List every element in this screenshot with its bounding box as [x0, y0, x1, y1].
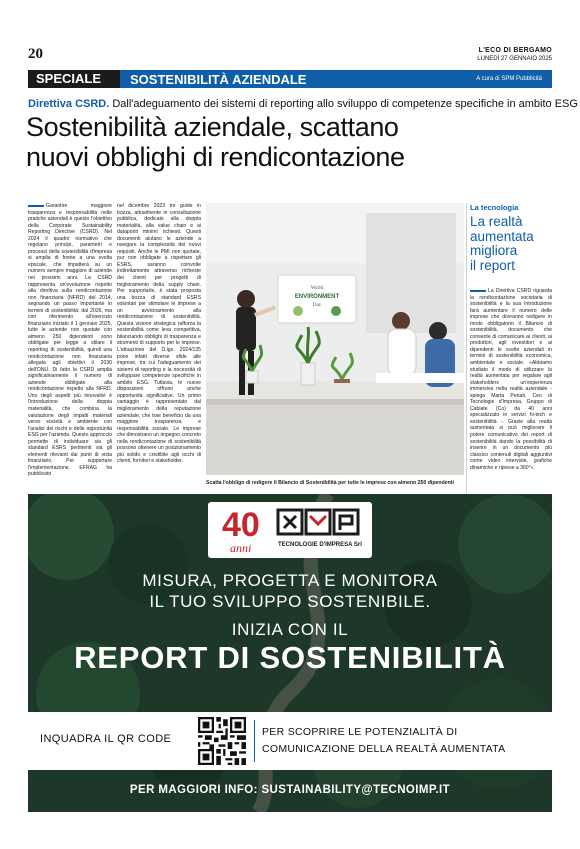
sidebar-title-line-1: La realtà — [470, 214, 523, 229]
page-number: 20 — [28, 46, 43, 62]
column-1-text: Garantire maggiore trasparenza e responsabilità nelle pratiche aziendali è questo l'obiettivo della Corporate Sustainability Reporting Directive (CSRD). Nel 2024 il quadro normativo che regolano principi, parametri e processi della sostenibilità d'impresa si amplia di fronte a una svolta epocale, che impatterà su un numero sempre maggiore di aziende nei prossimi anni. La CSRD rappresenta un'evoluzione rispetto alla direttiva sulla rendicontazione non finanziaria (NFRD) del 2014, segnando un passo importante in termini di sostenibilità: dal 2026, ma con riferimento all'esercizio finanziario iniziato il 1 gennaio 2025, tutte le aziende non quotate con almeno 250 dipendenti sono obbligate per legge a stilare il reporting di sostenibilità, quindi una rendicontazione non finanziaria allegata agli obiettivi il 2030 dell'ONU. Di fatto la CSRD amplia significativamente il numero di aziende obbligate alla rendicontazione rispetto alla NFRD. Uno degli aspetti più innovativi è l'introduzione della doppia materialità, che combina la valutazione degli impatti materiali verso società e ambiente con l'analisi dei rischi e delle opportunità ESG per l'azienda. Questo approccio permette di individuare sia gli standard ESRS pertinenti sia gli elementi rilevanti dai punti di vista finanziario. Per supportare l'implementazione, EFRAG ha pubblicato — [28, 203, 112, 478]
company-logo — [208, 502, 372, 558]
ad-contact-info[interactable]: PER MAGGIORI INFO: SUSTAINABILITY@TECNOIMP.IT — [129, 784, 451, 796]
board-text-1: World — [310, 286, 324, 291]
article-kicker — [28, 98, 578, 110]
newspaper-name: L'ECO DI BERGAMO — [478, 47, 552, 54]
band-line-1: PER SCOPRIRE LE POTENZIALITÀ DI — [262, 726, 458, 738]
issue-date: LUNEDÌ 27 GENNAIO 2025 — [477, 56, 552, 62]
qr-code[interactable] — [198, 717, 246, 765]
section-title: SOSTENIBILITÀ AZIENDALE — [130, 71, 307, 87]
article-column-2 — [117, 203, 201, 493]
banner-label: SPECIALE — [28, 70, 120, 88]
sidebar-body-text: La Direttiva CSRD riguarda la rendicontazione societaria di sostenibilità e la sua introduzione farà aumentare il numero delle imprese che dovranno redigere in modo obbligatorio il Bilancio di sostenibilità, documento che consente di comunicare ai clienti, ai produttori, agli investitori e ai dipendenti le scelte aziendali in termini di sostenibilità economica, ambientale e sociale. «Abbiamo studiato il modo di utilizzare la realtà aumentata per regalare agli stakeholders un'esperienza immersiva nella realtà aziendale - spiega Marta Penati, Ceo di Tecnologie d'Impresa, Gruppo di Cabiate (Co) da 40 anni specializzato in servizi hi-tech e sostenibilità -. Grazie alla realtà aumentata si può migliorare il potere comunicativo dei report di sostenibilità dando la possibilità di inserire in un documento più classico contenuti digitali aggiuntivi come video interviste, grafiche dinamiche e riprese a 360°». — [470, 288, 552, 471]
qr-label: INQUADRA IL QR CODE — [40, 733, 172, 745]
column-divider — [466, 203, 467, 493]
logo-number: 40 — [222, 506, 260, 544]
board-text-3: Day — [312, 303, 322, 308]
office-presentation-illustration — [206, 203, 464, 475]
board-text-2: ENVIRONMENT — [294, 294, 340, 300]
logo-script: anni — [230, 541, 252, 555]
kicker-text: Dall'adeguamento dei sistemi di reporting allo sviluppo di competenze specifiche in ambito ESG — [112, 98, 578, 110]
lead-dash — [28, 205, 44, 207]
article-photo — [206, 203, 464, 475]
band-line-2: COMUNICAZIONE DELLA REALTÀ AUMENTATA — [262, 743, 506, 755]
banner-section — [120, 70, 552, 88]
kicker-bold: Direttiva CSRD. — [28, 98, 110, 110]
page-header — [28, 46, 552, 68]
headline-line-2: nuovi obblighi di rendicontazione — [26, 142, 405, 172]
masthead — [477, 47, 552, 63]
advertisement — [28, 494, 552, 812]
sidebar-title — [470, 215, 552, 273]
anniversary-logo — [208, 502, 372, 558]
section-banner — [28, 70, 552, 88]
logo-tagline: TECNOLOGIE D'IMPRESA Srl — [278, 542, 362, 548]
ad-line-4: REPORT DI SOSTENIBILITÀ — [74, 640, 506, 675]
qr-band — [28, 712, 552, 770]
ad-line-1: MISURA, PROGETTA E MONITORA — [142, 571, 438, 590]
sidebar-title-line-2: aumentata — [470, 228, 534, 244]
ad-line-2: IL TUO SVILUPPO SOSTENIBILE. — [149, 592, 431, 611]
article-column-1 — [28, 203, 112, 493]
ad-line-3: INIZIA CON IL — [231, 620, 349, 639]
article-headline — [26, 112, 554, 172]
sidebar-body — [470, 288, 552, 493]
photo-caption: Scatta l'obbligo di redigere il Bilancio di Sostenibilità per tutte le imprese con almeno 250 dipendenti — [206, 480, 454, 486]
ad-headline — [28, 570, 552, 612]
headline-line-1: Sostenibilità aziendale, scattano — [26, 112, 399, 142]
sidebar-dash — [470, 290, 486, 292]
sidebar-tag: La tecnologia — [470, 203, 519, 212]
sidebar-title-line-4: il report — [470, 257, 516, 273]
sidebar-title-line-3: migliora — [470, 243, 518, 258]
band-text — [262, 724, 505, 758]
band-divider — [254, 720, 255, 762]
banner-credit: A cura di SPM Pubblicità — [476, 76, 542, 82]
column-2-text: nel dicembre 2023 tre guide in bozza, attualmente in consultazione pubblica, dedicate alla doppia materialità, alla value chain e ai datapoint minimi richiesti. Questi documenti aiutano le aziende a navigare la complessità dei nuovi requisiti. Anche le PMI non quotate, pur non obbligate a rispettare gli ESRS, saranno coinvolte indirettamente attraverso richieste dei clienti per progetti di miglioramento della supply chain. Per supportarle, è stata proposta una bozza di standard ESRS volontari per stimolare le imprese a un avvicinamento alla rendicontazione di sostenibilità. Questa visione strategica rafforza la sostenibilità come leva competitiva, bilanciando obblighi di trasparenza e strumenti di supporto per le imprese. L'attuazione del D.lgs. 2024/125 pone infatti diverse sfide alle imprese, tra cui l'adeguamento dei sistemi di reporting e la necessità di sviluppare competenze specifiche in ambito ESG. Tuttavia, le nuove disposizioni offrono anche opportunità significative. Un primo vantaggio è rappresentato dal miglioramento della reputazione aziendale, che trae beneficio da una maggiore trasparenza e responsabilità sociale. Le imprese che dimostrano un impegno concreto nella rendicontazione di sostenibilità possono ottenere un posizionamento più solido e credibile agli occhi di clienti, fornitori e stakeholder. — [117, 203, 201, 465]
